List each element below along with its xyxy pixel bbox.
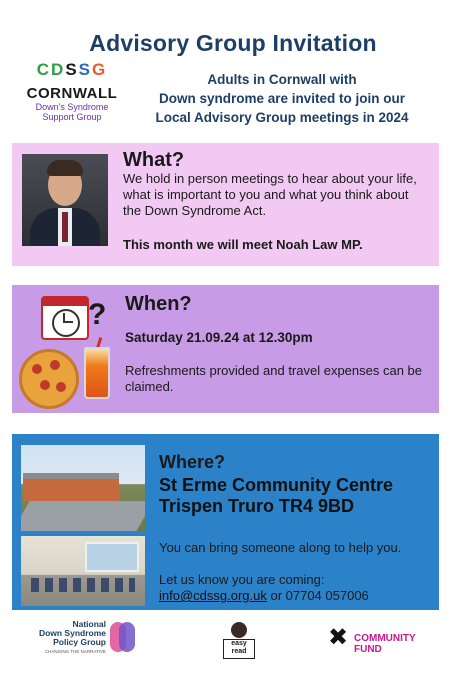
where-help: You can bring someone along to help you. — [159, 540, 402, 555]
venue-line-1: St Erme Community Centre — [159, 475, 394, 495]
ndspg-tagline: CHANGING THE NARRATIVE — [44, 649, 106, 654]
lottery-crossed-fingers-icon: ✖ — [328, 624, 349, 651]
logo-letter: G — [92, 60, 108, 79]
orange-juice-icon — [84, 347, 110, 399]
intro-line-3: Local Advisory Group meetings in 2024 — [155, 110, 409, 125]
where-panel — [12, 434, 439, 610]
ndspg-line-2: Down Syndrome — [38, 628, 106, 638]
community-centre-photo — [21, 445, 145, 531]
phone-number: or 07704 057006 — [266, 588, 369, 603]
intro-line-2: Down syndrome are invited to join our — [158, 91, 406, 106]
easy-read-person-icon — [231, 622, 247, 638]
ndspg-mark-icon — [110, 622, 136, 652]
easy-read-logo — [221, 622, 257, 662]
where-heading: Where? — [159, 452, 226, 472]
question-mark-icon: ? — [88, 298, 107, 331]
when-panel — [12, 285, 439, 413]
hall-interior-photo — [21, 536, 145, 606]
community-fund-logo — [328, 625, 438, 661]
contact-line — [159, 588, 434, 604]
logo-name: CORNWALL — [26, 85, 118, 102]
easy-read-line-1: easy — [231, 640, 247, 647]
when-heading: When? — [125, 293, 192, 315]
community-fund-label — [354, 633, 416, 655]
email-link[interactable]: info@cdssg.org.uk — [159, 588, 267, 603]
what-body: We hold in person meetings to hear about your life, what is important to you and what you think about the Down Syndrome Act. — [123, 171, 417, 218]
intro-text — [122, 70, 442, 127]
intro-line-1: Adults in Cornwall with — [207, 72, 357, 87]
contact-prefix: Let us know you are coming: — [159, 572, 325, 587]
community-line-2: FUND — [354, 644, 382, 655]
easy-read-sign — [223, 639, 255, 659]
when-body: Refreshments provided and travel expenses can be claimed. — [125, 363, 423, 394]
what-heading: What? — [123, 149, 185, 171]
what-meeting: This month we will meet Noah Law MP. — [123, 237, 363, 252]
what-panel — [12, 143, 439, 266]
pizza-icon — [19, 349, 79, 409]
logo-letter: S — [65, 60, 79, 79]
logo-letter: C — [36, 60, 52, 79]
logo-letters — [22, 60, 122, 80]
noah-law-photo — [22, 154, 108, 246]
logo-letter: S — [78, 60, 92, 79]
ndspg-line-1: National — [72, 619, 106, 629]
when-date: Saturday 21.09.24 at 12.30pm — [125, 330, 313, 345]
logo-subtitle-1: Down's Syndrome — [35, 102, 109, 112]
logo-subtitle-2: Support Group — [42, 112, 102, 122]
ndspg-logo — [34, 620, 144, 660]
page-title: Advisory Group Invitation — [89, 30, 377, 56]
community-line-1: COMMUNITY — [354, 633, 416, 644]
easy-read-line-2: read — [231, 648, 247, 655]
contact-info — [159, 572, 434, 604]
ndspg-name — [34, 620, 106, 647]
ndspg-line-3: Policy Group — [53, 637, 106, 647]
venue-address — [159, 475, 434, 517]
logo-letter: D — [51, 60, 66, 79]
venue-line-2: Trispen Truro TR4 9BD — [159, 496, 355, 516]
cdssg-logo — [22, 60, 122, 140]
calendar-clock-icon — [41, 296, 89, 340]
